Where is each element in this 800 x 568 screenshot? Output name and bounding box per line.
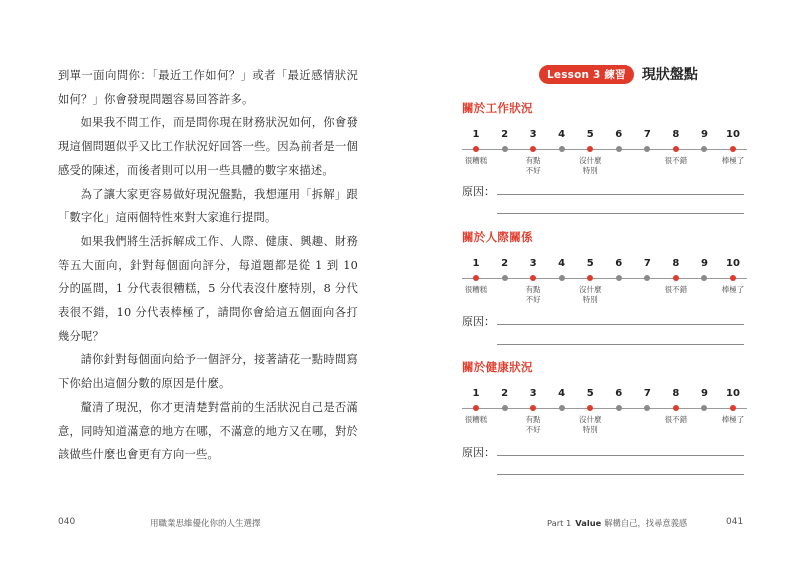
scale-label: 很不錯: [664, 156, 688, 165]
scale-point[interactable]: [587, 275, 593, 281]
scale-point[interactable]: [730, 275, 736, 281]
scale-label: 很糟糕: [464, 285, 488, 294]
right-page-number: 041: [726, 517, 744, 527]
scale-point[interactable]: [644, 405, 650, 411]
exercise-title: 現狀盤點: [641, 67, 698, 83]
paragraph: 請你針對每個面向給予一個評分，接著請花一點時間寫下你給出這個分數的原因是什麼。: [58, 353, 358, 391]
reason-answer-line[interactable]: [497, 344, 744, 345]
scale-point[interactable]: [730, 146, 736, 152]
scale-point[interactable]: [644, 146, 650, 152]
scale-point[interactable]: [701, 146, 707, 152]
scale-point[interactable]: [473, 146, 479, 152]
scale-point[interactable]: [616, 146, 622, 152]
scale-point[interactable]: [701, 275, 707, 281]
scale-number: 2: [501, 129, 509, 140]
scale-number: 10: [726, 129, 740, 140]
scale-number: 6: [615, 388, 623, 399]
part-subtitle: 解構自己，找尋意義感: [604, 518, 688, 528]
scale-number: 4: [558, 129, 566, 140]
scale-number: 5: [586, 129, 594, 140]
paragraph: 為了讓大家更容易做好現況盤點，我想運用「拆解」跟「數字化」這兩個特性來對大家進行提問。: [58, 187, 358, 225]
scale-point[interactable]: [473, 405, 479, 411]
paragraph: 如果我不問工作，而是問你現在財務狀況如何，你會發現這個問題似乎又比工作狀況好回答一些。因為前者是一個感受的陳述，而後者則可以用一些具體的數字來描述。: [58, 116, 358, 177]
scale-label: 很不錯: [664, 285, 688, 294]
reason-label: 原因：: [462, 185, 495, 198]
reason-answer-line[interactable]: [497, 455, 744, 456]
scale-point[interactable]: [473, 275, 479, 281]
scale-number: 7: [643, 388, 651, 399]
scale-point[interactable]: [530, 405, 536, 411]
exercise-header: [539, 64, 698, 84]
paragraph: 釐清了現況，你才更清楚對當前的生活狀況自己是否滿意，同時知道滿意的地方在哪，不滿意的地方又在哪，對於該做些什麼也會更有方向一些。: [58, 400, 358, 462]
reason-label: 原因：: [462, 446, 495, 459]
left-page-body: [58, 64, 358, 467]
scale-point[interactable]: [502, 275, 508, 281]
scale-label: 沒什麼 特別: [578, 415, 602, 434]
scale-number: 4: [558, 258, 566, 269]
scale-point[interactable]: [673, 275, 679, 281]
rating-scale-health[interactable]: [462, 388, 747, 450]
scale-point[interactable]: [587, 405, 593, 411]
scale-point[interactable]: [616, 405, 622, 411]
rating-scale-relationships[interactable]: [462, 258, 747, 320]
section-title-work: 關於工作狀況: [462, 101, 533, 115]
scale-label: 很糟糕: [464, 156, 488, 165]
scale-number: 9: [700, 388, 708, 399]
scale-number: 6: [615, 258, 623, 269]
scale-number: 7: [643, 129, 651, 140]
scale-point[interactable]: [530, 275, 536, 281]
scale-number: 8: [672, 129, 680, 140]
scale-number: 7: [643, 258, 651, 269]
scale-label: 很不錯: [664, 415, 688, 424]
scale-number: 1: [472, 129, 480, 140]
scale-point[interactable]: [644, 275, 650, 281]
scale-point[interactable]: [616, 275, 622, 281]
scale-label: 棒極了: [721, 285, 745, 294]
scale-point[interactable]: [559, 405, 565, 411]
scale-number: 5: [586, 388, 594, 399]
scale-number: 10: [726, 258, 740, 269]
scale-number: 9: [700, 258, 708, 269]
part-footer: [547, 517, 687, 529]
reason-answer-line[interactable]: [497, 324, 744, 325]
reason-answer-line[interactable]: [497, 194, 744, 195]
scale-number: 2: [501, 388, 509, 399]
scale-number: 8: [672, 258, 680, 269]
scale-number: 3: [529, 258, 537, 269]
scale-number: 5: [586, 258, 594, 269]
scale-number: 6: [615, 129, 623, 140]
scale-number: 4: [558, 388, 566, 399]
running-title: 用職業思維優化你的人生選擇: [150, 519, 261, 529]
reason-label: 原因：: [462, 315, 495, 328]
section-title-health: 關於健康狀況: [462, 360, 533, 374]
scale-label: 棒極了: [721, 156, 745, 165]
scale-label: 沒什麼 特別: [578, 156, 602, 175]
rating-scale-work[interactable]: [462, 129, 747, 191]
value-label: Value: [575, 518, 602, 528]
scale-point[interactable]: [730, 405, 736, 411]
scale-label: 有點 不好: [525, 156, 541, 175]
reason-answer-line[interactable]: [497, 213, 744, 214]
left-page-number: 040: [58, 517, 76, 527]
scale-point[interactable]: [673, 146, 679, 152]
scale-number: 10: [726, 388, 740, 399]
scale-number: 2: [501, 258, 509, 269]
scale-label: 沒什麼 特別: [578, 285, 602, 304]
scale-number: 1: [472, 388, 480, 399]
scale-number: 1: [472, 258, 480, 269]
scale-point[interactable]: [502, 405, 508, 411]
scale-number: 8: [672, 388, 680, 399]
scale-number: 3: [529, 388, 537, 399]
scale-point[interactable]: [530, 146, 536, 152]
scale-label: 有點 不好: [525, 285, 541, 304]
scale-label: 很糟糕: [464, 415, 488, 424]
part-label: Part 1: [547, 518, 572, 528]
section-title-relationships: 關於人際關係: [462, 230, 533, 244]
scale-number: 9: [700, 129, 708, 140]
scale-number: 3: [529, 129, 537, 140]
scale-label: 有點 不好: [525, 415, 541, 434]
scale-point[interactable]: [502, 146, 508, 152]
scale-label: 棒極了: [721, 415, 745, 424]
scale-point[interactable]: [673, 405, 679, 411]
scale-point[interactable]: [701, 405, 707, 411]
paragraph: 到單一面向問你：「最近工作如何？」或者「最近感情狀況如何？」你會發現問題容易回答許多。: [58, 69, 358, 106]
reason-answer-line[interactable]: [497, 474, 744, 475]
scale-point[interactable]: [559, 275, 565, 281]
paragraph: 如果我們將生活拆解成工作、人際、健康、興趣、財務等五大面向，針對每個面向評分，每道題都是從 1 到 10 分的區間，1 分代表很糟糕，5 分代表沒什麼特別，8 分代表很不錯，10 分代表棒極了，請問你會給這五個面向各打幾分呢？: [58, 234, 358, 343]
scale-point[interactable]: [587, 146, 593, 152]
scale-point[interactable]: [559, 146, 565, 152]
lesson-badge: Lesson 3 練習: [539, 65, 634, 84]
